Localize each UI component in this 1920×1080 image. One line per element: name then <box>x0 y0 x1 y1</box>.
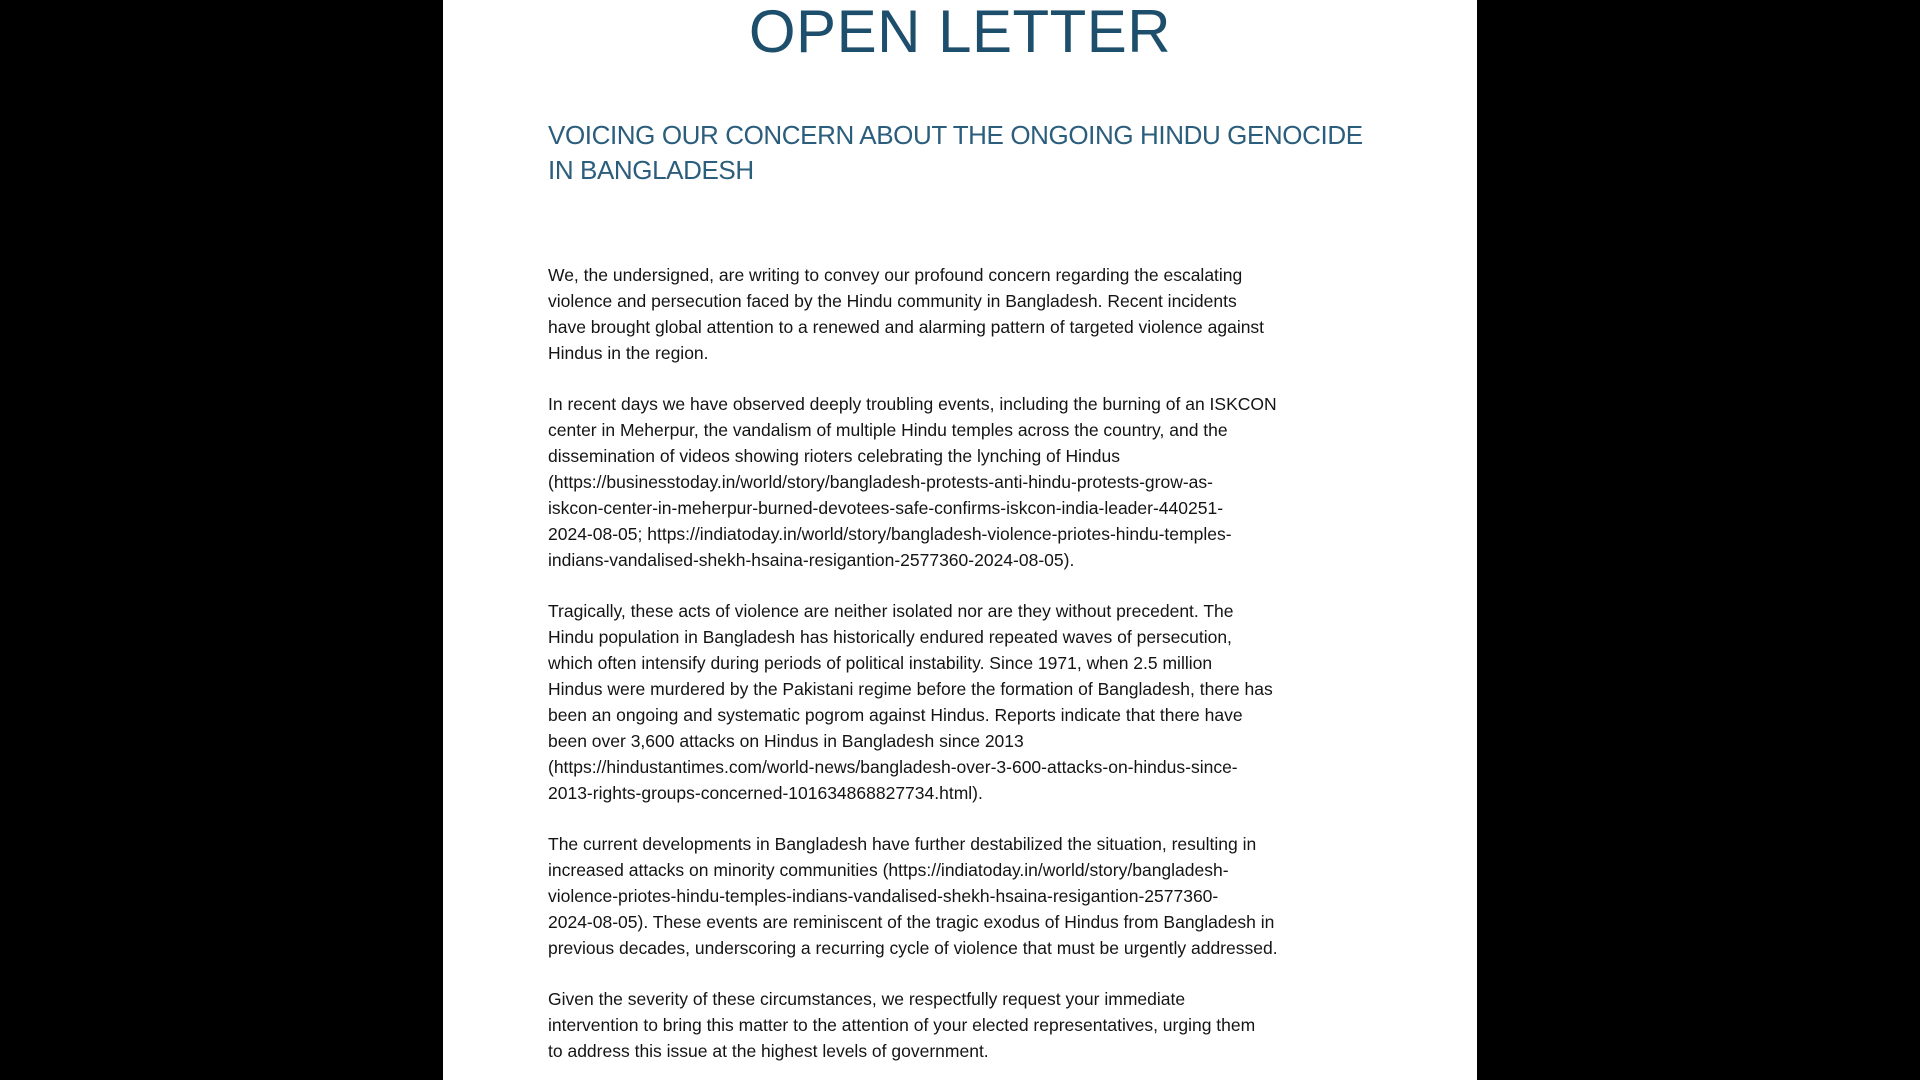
text-line: Hindus in the region. <box>548 343 709 363</box>
text-line: (https://businesstoday.in/world/story/bangladesh-protests-anti-hindu-protests-grow-as- <box>548 472 1213 492</box>
text-line: iskcon-center-in-meherpur-burned-devotees-safe-confirms-iskcon-india-leader-440251- <box>548 498 1224 518</box>
text-line: indians-vandalised-shekh-hsaina-resigantion-2577360-2024-08-05). <box>548 550 1075 570</box>
text-line: violence-priotes-hindu-temples-indians-vandalised-shekh-hsaina-resigantion-2577360- <box>548 886 1219 906</box>
text-line: been over 3,600 attacks on Hindus in Bangladesh since 2013 <box>548 731 1024 751</box>
text-line: (https://hindustantimes.com/world-news/bangladesh-over-3-600-attacks-on-hindus-since- <box>548 757 1238 777</box>
text-line: Tragically, these acts of violence are neither isolated nor are they without precedent. The <box>548 601 1234 621</box>
text-line: 2013-rights-groups-concerned-101634868827734.html). <box>548 783 983 803</box>
text-line: to address this issue at the highest levels of government. <box>548 1041 989 1061</box>
text-line: 2024-08-05; https://indiatoday.in/world/story/bangladesh-violence-priotes-hindu-temples- <box>548 524 1232 544</box>
text-line: dissemination of videos showing rioters celebrating the lynching of Hindus <box>548 446 1120 466</box>
letter-body <box>548 262 1368 1080</box>
letter-page <box>443 0 1477 1080</box>
paragraph-5 <box>548 986 1368 1064</box>
letter-title: OPEN LETTER <box>748 0 1172 65</box>
text-line: violence and persecution faced by the Hindu community in Bangladesh. Recent incidents <box>548 291 1237 311</box>
subject-line: VOICING OUR CONCERN ABOUT THE ONGOING HINDU GENOCIDE <box>548 120 1363 150</box>
text-line: have brought global attention to a renewed and alarming pattern of targeted violence against <box>548 317 1265 337</box>
text-line: 2024-08-05). These events are reminiscent of the tragic exodus of Hindus from Bangladesh in <box>548 912 1275 932</box>
text-line: Hindus were murdered by the Pakistani regime before the formation of Bangladesh, there has <box>548 679 1273 699</box>
text-line: Hindu population in Bangladesh has historically endured repeated waves of persecution, <box>548 627 1232 647</box>
text-line: The current developments in Bangladesh have further destabilized the situation, resulting in <box>548 834 1257 854</box>
text-line: In recent days we have observed deeply troubling events, including the burning of an ISKCON <box>548 394 1277 414</box>
text-line: center in Meherpur, the vandalism of multiple Hindu temples across the country, and the <box>548 420 1228 440</box>
text-line: been an ongoing and systematic pogrom against Hindus. Reports indicate that there have <box>548 705 1243 725</box>
text-line: intervention to bring this matter to the attention of your elected representatives, urging them <box>548 1015 1256 1035</box>
paragraph-1 <box>548 262 1368 366</box>
subject-line: IN BANGLADESH <box>548 155 754 185</box>
text-line: Given the severity of these circumstances, we respectfully request your immediate <box>548 989 1186 1009</box>
text-line: increased attacks on minority communities (https://indiatoday.in/world/story/bangladesh- <box>548 860 1229 880</box>
letter-subject <box>548 118 1388 188</box>
paragraph-3 <box>548 598 1368 806</box>
paragraph-2 <box>548 391 1368 573</box>
text-line: which often intensify during periods of political instability. Since 1971, when 2.5 million <box>548 653 1213 673</box>
text-line: previous decades, underscoring a recurring cycle of violence that must be urgently addressed. <box>548 938 1278 958</box>
text-line: We, the undersigned, are writing to convey our profound concern regarding the escalating <box>548 265 1243 285</box>
paragraph-4 <box>548 831 1368 961</box>
